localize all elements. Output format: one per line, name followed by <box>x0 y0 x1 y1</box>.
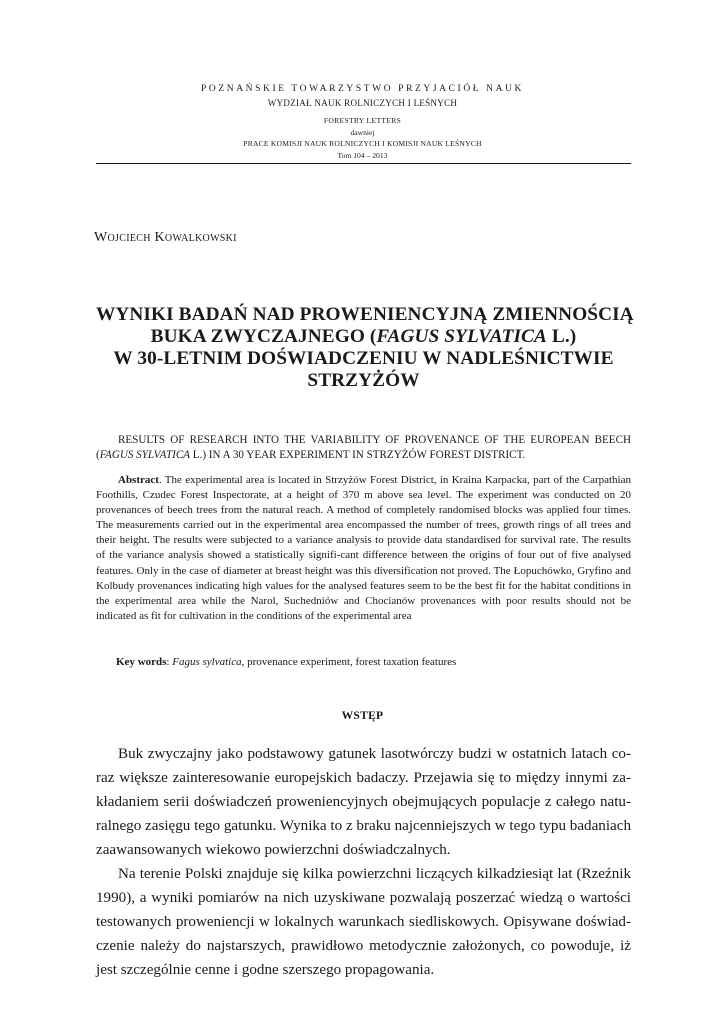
body-line: jest szczególnie cenne i godne szerszego propagowania. <box>96 962 435 978</box>
header-divider <box>96 163 631 164</box>
body-line: zaawansowanych wiekowo powierzchni doświadczalnych. <box>96 842 451 858</box>
keywords-label: Key words <box>116 656 167 668</box>
abstract-label: Abstract <box>118 474 159 486</box>
body-line: ralnego zasięgu tego gatunku. Wynika to z braku najcenniejszych w tego typu badaniach <box>96 818 631 834</box>
title-line-2-end: L.) <box>547 326 577 347</box>
english-title-species: FAGUS SYLVATICA <box>99 449 191 461</box>
title-line-2-start: BUKA ZWYCZAJNEGO ( <box>150 326 377 347</box>
body-line: kładaniem serii doświadczeń proweniencyjnych obejmujących populacje z całego natu- <box>96 794 631 810</box>
title-line-1: WYNIKI BADAŃ NAD PROWENIENCYJNĄ ZMIENNOŚCIĄ <box>96 304 634 325</box>
society-name: POZNAŃSKIE TOWARZYSTWO PRZYJACIÓŁ NAUK <box>200 84 525 94</box>
body-text <box>96 742 631 982</box>
title-line-3: W 30-LETNIM DOŚWIADCZENIU W NADLEŚNICTWIE <box>113 348 614 369</box>
volume-info: Tom 104 – 2013 <box>337 151 388 160</box>
department-name: WYDZIAŁ NAUK ROLNICZYCH I LEŚNYCH <box>267 98 458 108</box>
abstract <box>96 473 631 624</box>
article-title <box>96 304 634 392</box>
english-title <box>96 433 631 463</box>
body-line: Buk zwyczajny jako podstawowy gatunek lasotwórczy budzi w ostatnich latach co- <box>118 746 631 762</box>
former-series-title: PRACE KOMISJI NAUK ROLNICZYCH I KOMISJI NAUK LEŚNYCH <box>243 139 482 148</box>
english-title-end: L.) IN A 30 YEAR EXPERIMENT IN STRZYŻÓW FOREST DISTRICT. <box>190 449 526 461</box>
formerly-label: dawniej <box>350 128 375 137</box>
title-species-name: FAGUS SYLVATICA <box>376 326 547 347</box>
title-line-4: STRZYŻÓW <box>307 370 420 391</box>
keyword-species: Fagus sylvatica <box>172 656 242 668</box>
body-line: 1990), a wyniki pomiarów na nich uzyskiwane pozwalają poszerzać wiedzą o wartości <box>96 890 631 906</box>
series-name: FORESTRY LETTERS <box>323 116 402 125</box>
keywords-separator: : <box>166 656 173 668</box>
keywords-rest: , provenance experiment, forest taxation features <box>241 656 457 668</box>
body-line: testowanych proweniencji w lokalnych warunkach siedliskowych. Opisywane doświad- <box>96 914 631 930</box>
english-title-start: RESULTS OF RESEARCH INTO THE VARIABILITY OF PROVENANCE OF THE EUROPEAN BEECH ( <box>96 434 631 461</box>
section-heading: WSTĘP <box>341 710 384 722</box>
keywords <box>116 656 456 668</box>
title-line-2 <box>96 326 631 348</box>
body-line: raz większe zainteresowanie europejskich badaczy. Przejawia się to między innymi za- <box>96 770 631 786</box>
author-name: Wojciech Kowalkowski <box>94 230 237 245</box>
abstract-text: . The experimental area is located in Strzyżów Forest District, in Kraina Karpacka, part of the Carpathian Foothills, Czudec Forest Inspectorate, at a height of 370 m above sea level. The experiment was conducted on 20 provenances of beech trees from the natural reach. A method of completely randomised blocks was applied four times. The measurements carried out in the experimental area encompassed the number of trees, growth rings of all trees and their height. The results were subjected to a variance analysis to provide data standardised for survival rate. The results of the variance analysis showed a statistically signifi-cant difference between the origins of four out of five analysed features. Only in the case of diameter at breast height was this diversification not proved. The Łopuchówko, Gryfino and Kolbudy provenances indicating high values for the analysed features seem to be the best fit for the habitat conditions in the experimental area while the Narol, Suchedniów and Chocianów provenances with poor results should not be indicated as fit for cultivation in the conditions of the experimental area <box>96 474 631 622</box>
body-line: Na terenie Polski znajduje się kilka powierzchni liczących kilkadziesiąt lat (Rzeźnik <box>118 866 631 882</box>
body-line: czenie należy do najstarszych, prawidłowo metodycznie założonych, co powoduje, iż <box>96 938 631 954</box>
